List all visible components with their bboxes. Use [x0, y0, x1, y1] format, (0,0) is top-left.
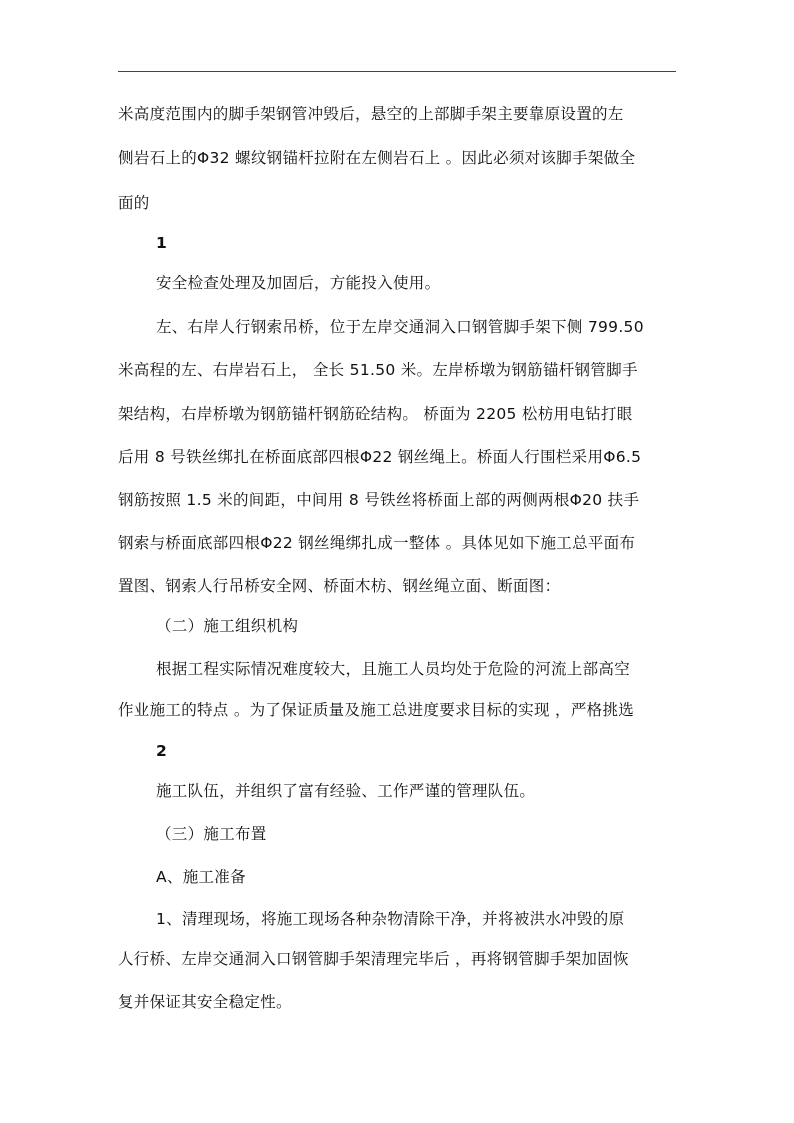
body-line: 根据工程实际情况难度较大，且施工人员均处于危险的河流上部高空	[156, 660, 631, 678]
body-line: 面的	[118, 194, 150, 212]
page-number: 2	[156, 742, 168, 760]
body-line: 米高度范围内的脚手架钢管冲毁后，悬空的上部脚手架主要靠原设置的左	[118, 105, 624, 123]
body-line: 施工队伍，并组织了富有经验、工作严谨的管理队伍。	[156, 782, 536, 800]
body-line: 后用 8 号铁丝绑扎在桥面底部四根Φ22 钢丝绳上。桥面人行围栏采用Φ6.5	[118, 448, 642, 466]
body-line: 置图、钢索人行吊桥安全网、桥面木枋、钢丝绳立面、断面图：	[118, 577, 561, 595]
body-line: 钢筋按照 1.5 米的间距，中间用 8 号铁丝将桥面上部的两侧两根Φ20 扶手	[118, 491, 640, 509]
body-line: 作业施工的特点 。为了保证质量及施工总进度要求目标的实现 ，严格挑选	[118, 701, 635, 719]
body-line: 人行桥、左岸交通洞入口钢管脚手架清理完毕后 ，再将钢管脚手架加固恢	[118, 950, 629, 968]
section-heading: （二）施工组织机构	[156, 617, 299, 635]
body-line: 侧岩石上的Φ32 螺纹钢锚杆拉附在左侧岩石上 。因此必须对该脚手架做全	[118, 149, 636, 167]
body-line: 复并保证其安全稳定性。	[118, 993, 292, 1011]
header-rule	[118, 71, 676, 72]
body-line: 1、清理现场，将施工现场各种杂物清除干净，并将被洪水冲毁的原	[156, 910, 625, 928]
body-line: 左、右岸人行钢索吊桥，位于左岸交通洞入口钢管脚手架下侧 799.50	[156, 318, 644, 336]
body-line: 安全检查处理及加固后，方能投入使用。	[156, 274, 441, 292]
subsection-heading: A、施工准备	[156, 868, 246, 886]
body-line: 米高程的左、右岸岩石上， 全长 51.50 米。左岸桥墩为钢筋锚杆钢管脚手	[118, 361, 638, 379]
body-line: 钢索与桥面底部四根Φ22 钢丝绳绑扎成一整体 。具体见如下施工总平面布	[118, 534, 636, 552]
body-line: 架结构，右岸桥墩为钢筋锚杆钢筋砼结构。 桥面为 2205 松枋用电钻打眼	[118, 405, 633, 423]
section-heading: （三）施工布置	[156, 825, 267, 843]
page-number: 1	[156, 234, 168, 252]
